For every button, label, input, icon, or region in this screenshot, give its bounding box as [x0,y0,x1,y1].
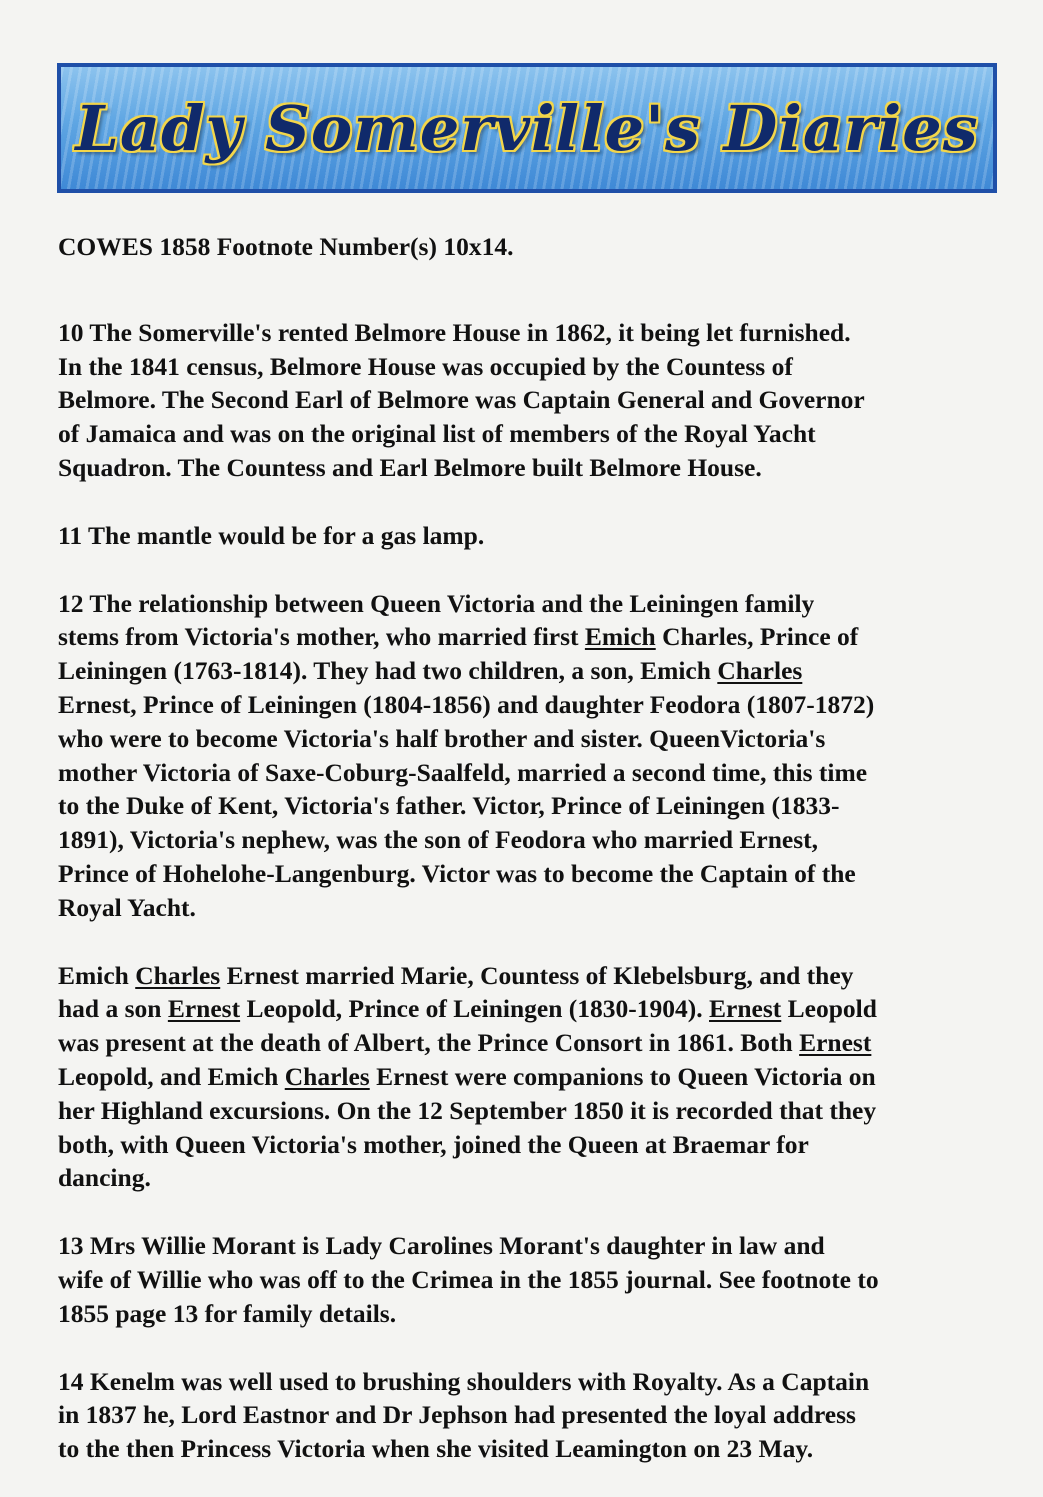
footnote-13 [58,1229,998,1330]
footnote-12-line: Ernest, Prince of Leiningen (1804-1856) and daughter Feodora (1807-1872) [58,689,875,719]
footnote-12 [58,587,998,925]
footnote-12-line: 1891), Victoria's nephew, was the son of Feodora who married Ernest, [58,825,818,855]
footnote-12-continued [58,959,998,1196]
footnote-11 [58,519,998,553]
footnote-12b-line: Leopold, and Emich Charles Ernest were companions to Queen Victoria on [58,1061,876,1091]
footnote-12-line: 12 The relationship between Queen Victoria and the Leiningen family [58,588,815,618]
footnote-12-line: Royal Yacht. [58,892,196,922]
footnote-12-line: who were to become Victoria's half brother and sister. QueenVictoria's [58,723,826,753]
footnote-12b-line: Emich Charles Ernest married Marie, Countess of Klebelsburg, and they [58,960,854,990]
footnote-14-line: in 1837 he, Lord Eastnor and Dr Jephson had presented the loyal address [58,1400,856,1430]
footnote-12-line: Prince of Hohelohe-Langenburg. Victor was to become the Captain of the [58,858,856,888]
footnote-10-line: Belmore. The Second Earl of Belmore was Captain General and Governor [58,385,865,415]
footnote-13-line: 1855 page 13 for family details. [58,1298,397,1328]
footnote-12-line: to the Duke of Kent, Victoria's father. Victor, Prince of Leiningen (1833- [58,791,840,821]
footnote-12-line: Leiningen (1763-1814). They had two children, a son, Emich Charles [58,656,803,686]
footnote-14-line: to the then Princess Victoria when she visited Leamington on 23 May. [58,1434,814,1464]
footnote-10-line: Squadron. The Countess and Earl Belmore built Belmore House. [58,452,762,482]
footnote-13-line: 13 Mrs Willie Morant is Lady Carolines Morant's daughter in law and [58,1231,825,1261]
underlined-name: Charles [135,960,221,990]
footnote-12b-line: her Highland excursions. On the 12 September 1850 it is recorded that they [58,1095,877,1125]
underlined-name: Emich [584,622,656,652]
underlined-name: Ernest [167,994,241,1024]
underlined-name: Charles [717,656,803,686]
document-body [58,230,998,1466]
footnote-12b-line: had a son Ernest Leopold, Prince of Leiningen (1830-1904). Ernest Leopold [58,994,877,1024]
footnote-10-line: In the 1841 census, Belmore House was occupied by the Countess of [58,351,793,381]
underlined-name: Charles [284,1061,370,1091]
underlined-name: Ernest [709,994,782,1024]
page-heading: COWES 1858 Footnote Number(s) 10x14. [58,232,514,261]
banner-title: Lady Somerville's Diaries [75,91,979,165]
footnote-10-line: of Jamaica and was on the original list of members of the Royal Yacht [58,419,816,449]
footnote-12-line: mother Victoria of Saxe-Coburg-Saalfeld, married a second time, this time [58,757,868,787]
footnote-14-line: 14 Kenelm was well used to brushing shoulders with Royalty. As a Captain [58,1366,870,1396]
footnote-13-line: wife of Willie who was off to the Crimea in the 1855 journal. See footnote to [58,1264,879,1294]
footnote-14 [58,1365,998,1466]
footnote-11-line: 11 The mantle would be for a gas lamp. [58,520,485,550]
footnote-10 [58,316,998,485]
footnote-12b-line: was present at the death of Albert, the Prince Consort in 1861. Both Ernest [58,1028,872,1058]
title-banner [57,63,997,193]
footnote-10-line: 10 The Somerville's rented Belmore House in 1862, it being let furnished. [58,317,851,347]
footnote-12-line: stems from Victoria's mother, who married first Emich Charles, Prince of [58,622,859,652]
underlined-name: Ernest [799,1028,872,1058]
footnote-12b-line: both, with Queen Victoria's mother, joined the Queen at Braemar for [58,1129,809,1159]
footnote-12b-line: dancing. [58,1163,151,1193]
